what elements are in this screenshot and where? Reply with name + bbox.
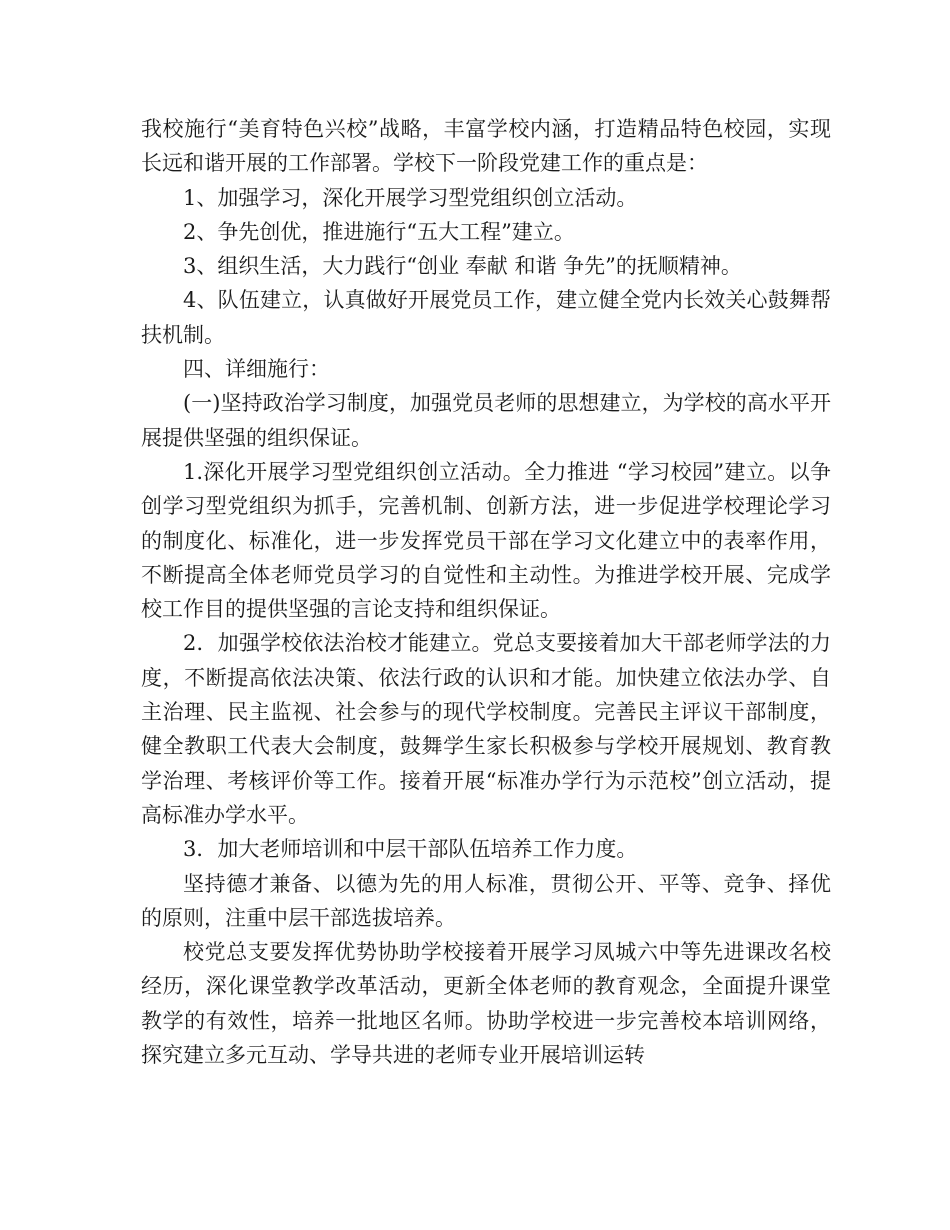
paragraph-point-3: 3．加大老师培训和中层干部队伍培养工作力度。: [183, 837, 638, 862]
document-body: [141, 112, 831, 1072]
paragraph-point-1: 1.深化开展学习型党组织创立活动。全力推进 “学习校园”建立。以争创学习型党组织为抓手，完善机制、创新方法，进一步促进学校理论学习的制度化、标准化，进一步发挥党员干部在学习文化建立中的表率作用，不断提高全体老师党员学习的自觉性和主动性。为推进学校开展、完成学校工作目的提供坚强的言论支持和组织保证。: [141, 459, 831, 622]
paragraph-item-4: 4、队伍建立，认真做好开展党员工作，建立健全党内长效关心鼓舞帮扶机制。: [141, 288, 831, 347]
paragraph-intro-continued: 我校施行“美育特色兴校”战略，丰富学校内涵，打造精品特色校园，实现长远和谐开展的工作部署。学校下一阶段党建工作的重点是：: [141, 117, 831, 176]
subsection-heading-1: (一)坚持政治学习制度，加强党员老师的思想建立，为学校的高水平开展提供坚强的组织保证。: [141, 391, 831, 450]
paragraph-point-2: 2．加强学校依法治校才能建立。党总支要接着加大干部老师学法的力度，不断提高依法决策、依法行政的认识和才能。加快建立依法办学、自主治理、民主监视、社会参与的现代学校制度。完善民主评议干部制度，健全教职工代表大会制度，鼓舞学生家长积极参与学校开展规划、教育教学治理、考核评价等工作。接着开展“标准办学行为示范校”创立活动，提高标准办学水平。: [141, 631, 831, 827]
paragraph-item-2: 2、争先创优，推进施行“五大工程”建立。: [183, 219, 575, 244]
section-heading-4: 四、详细施行：: [183, 357, 330, 382]
paragraph-cadre-standards: 坚持德才兼备、以德为先的用人标准，贯彻公开、平等、竞争、择优的原则，注重中层干部选拔培养。: [141, 871, 831, 930]
paragraph-item-1: 1、加强学习，深化开展学习型党组织创立活动。: [183, 185, 638, 210]
paragraph-teacher-training: 校党总支要发挥优势协助学校接着开展学习凤城六中等先进课改名校经历，深化课堂教学改革活动，更新全体老师的教育观念，全面提升课堂教学的有效性，培养一批地区名师。协助学校进一步完善校本培训网络，探究建立多元互动、学导共进的老师专业开展培训运转: [141, 940, 831, 1068]
paragraph-item-3: 3、组织生活，大力践行“创业 奉献 和谐 争先”的抚顺精神。: [183, 254, 742, 279]
